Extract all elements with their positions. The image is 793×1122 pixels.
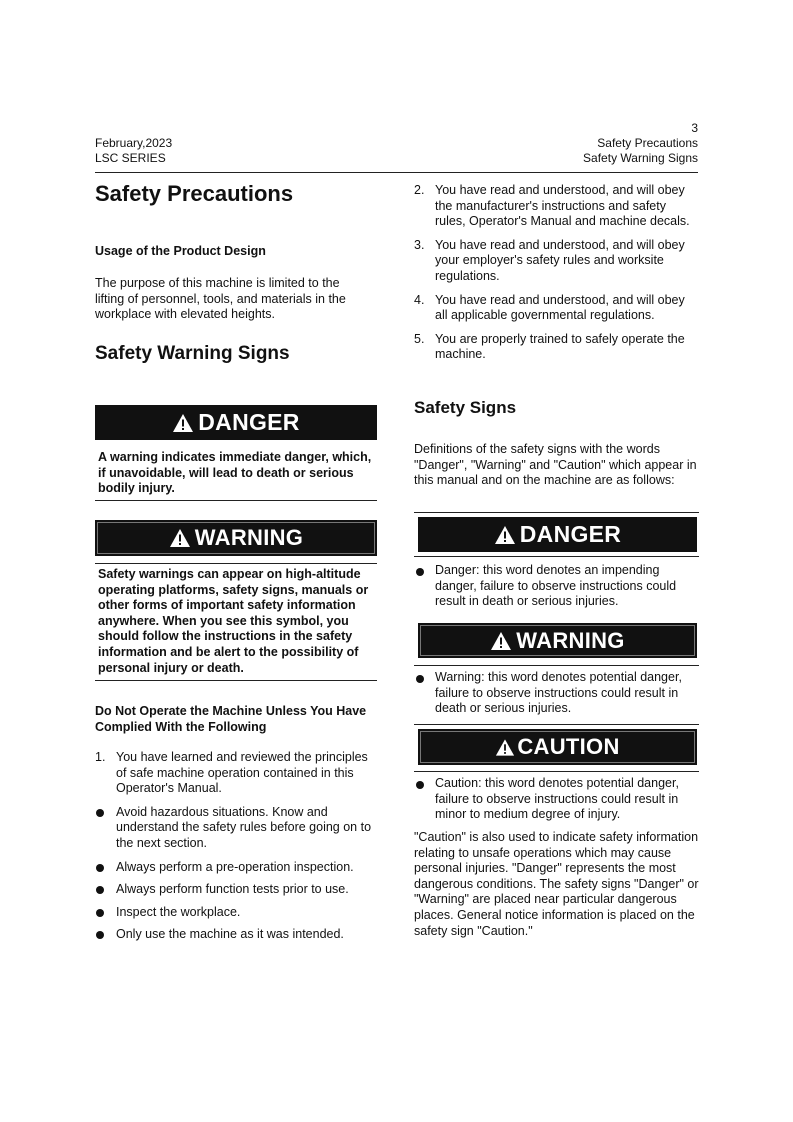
danger-definition-item bbox=[414, 563, 699, 610]
warning-triangle-icon bbox=[169, 528, 191, 548]
warning-sign bbox=[418, 623, 697, 658]
caution-definition-item bbox=[414, 776, 699, 823]
preconditions-list-continued bbox=[414, 183, 699, 371]
header-series: LSC SERIES bbox=[95, 151, 166, 165]
warning-triangle-icon bbox=[494, 525, 516, 545]
danger-top-divider bbox=[414, 512, 699, 513]
warning-signs-heading: Safety Warning Signs bbox=[95, 343, 290, 364]
caution-definition: Caution: this word denotes potential danger, failure to observe instructions could result in minor to medium degree of injury. bbox=[435, 776, 679, 822]
danger-sign bbox=[418, 517, 697, 552]
warning-definition-item bbox=[414, 670, 699, 717]
item-text: Only use the machine as it was intended. bbox=[116, 927, 344, 942]
definitions-text: Definitions of the safety signs with the words "Danger", "Warning" and "Caution" which appear in this manual and on the machine are as follows: bbox=[414, 442, 697, 488]
item-text: You have read and understood, and will obey your employer's safety rules and worksite regulations. bbox=[435, 237, 685, 283]
danger-sign-label: DANGER bbox=[198, 409, 300, 435]
item-text: Always perform a pre-operation inspection. bbox=[116, 859, 354, 874]
item-text: You are properly trained to safely operate the machine. bbox=[435, 331, 685, 362]
warning-sign bbox=[95, 520, 377, 556]
danger-bottom-divider bbox=[414, 556, 699, 557]
bullet-icon bbox=[96, 886, 104, 894]
item-text: You have read and understood, and will obey the manufacturer's instructions and safety rules, Operator's Manual and machine decals. bbox=[435, 183, 690, 229]
bullet-icon bbox=[416, 781, 424, 789]
usage-heading: Usage of the Product Design bbox=[95, 244, 266, 258]
item-number: 3. bbox=[414, 237, 425, 252]
warning-sign-label: WARNING bbox=[516, 627, 625, 653]
danger-definition: Danger: this word denotes an impending danger, failure to observe instructions could result in death or serious injuries. bbox=[435, 563, 677, 609]
list-item bbox=[414, 293, 699, 324]
warning-bottom-divider bbox=[414, 665, 699, 666]
preconditions-list bbox=[95, 750, 380, 951]
list-item bbox=[95, 860, 380, 876]
item-number: 5. bbox=[414, 331, 425, 346]
caution-bottom-divider bbox=[414, 771, 699, 772]
list-item bbox=[95, 750, 380, 797]
bullet-icon bbox=[416, 568, 424, 576]
caution-sign bbox=[418, 729, 697, 765]
bullet-icon bbox=[96, 864, 104, 872]
safety-signs-heading: Safety Signs bbox=[414, 398, 517, 417]
page-number: 3 bbox=[691, 121, 698, 135]
header-subsection: Safety Warning Signs bbox=[583, 151, 698, 165]
list-item bbox=[414, 183, 699, 230]
danger-description: A warning indicates immediate danger, which, if unavoidable, will lead to death or serious bodily injury. bbox=[98, 450, 372, 496]
header-divider bbox=[95, 172, 698, 173]
warning-divider bbox=[95, 680, 377, 681]
do-not-operate-heading: Do Not Operate the Machine Unless You Have Complied With the Following bbox=[95, 704, 367, 734]
list-item bbox=[95, 805, 380, 852]
item-number: 4. bbox=[414, 292, 425, 307]
warning-triangle-icon bbox=[490, 631, 512, 651]
item-text: You have read and understood, and will obey all applicable governmental regulations. bbox=[435, 292, 685, 323]
danger-sign bbox=[95, 405, 377, 440]
bullet-icon bbox=[96, 931, 104, 939]
danger-divider bbox=[95, 500, 377, 501]
item-text: Avoid hazardous situations. Know and understand the safety rules before going on to the next section. bbox=[116, 804, 372, 850]
list-item bbox=[414, 238, 699, 285]
item-number: 1. bbox=[95, 750, 106, 764]
list-item bbox=[95, 882, 380, 898]
item-text: Inspect the workplace. bbox=[116, 904, 241, 919]
warning-top-divider bbox=[95, 563, 377, 564]
list-item bbox=[95, 927, 380, 943]
warning-triangle-icon bbox=[172, 413, 194, 433]
warning-description: Safety warnings can appear on high-altitude operating platforms, safety signs, manuals or other forms of important safety information anywhere. When you see this symbol, you should follow the instructions in the safety information and be alert to the possibility of personal injury or death. bbox=[98, 567, 369, 675]
caution-top-divider bbox=[414, 724, 699, 725]
item-number: 2. bbox=[414, 183, 425, 197]
header-date: February,2023 bbox=[95, 136, 173, 150]
caution-sign-label: CAUTION bbox=[517, 734, 620, 759]
item-text: You have learned and reviewed the principles of safe machine operation contained in this Operator's Manual. bbox=[116, 750, 368, 796]
list-item bbox=[95, 905, 380, 921]
bullet-icon bbox=[416, 675, 424, 683]
item-text: Always perform function tests prior to use. bbox=[116, 882, 349, 897]
list-item bbox=[414, 332, 699, 363]
warning-definition: Warning: this word denotes potential danger, failure to observe instructions could result in death or serious injuries. bbox=[435, 670, 682, 716]
page-title: Safety Precautions bbox=[95, 181, 294, 206]
warning-triangle-icon bbox=[495, 738, 515, 757]
usage-text: The purpose of this machine is limited to the lifting of personnel, tools, and materials in the workplace with elevated heights. bbox=[95, 276, 346, 322]
bullet-icon bbox=[96, 809, 104, 817]
closing-text: "Caution" is also used to indicate safety information relating to unsafe operations which may cause personal injuries. "Danger" represents the most dangerous conditions. The safety signs "Danger" or "Warning" are placed near particular dangerous places. General notice information is placed on the safety sign "Caution." bbox=[414, 830, 699, 938]
bullet-icon bbox=[96, 909, 104, 917]
danger-sign-label: DANGER bbox=[519, 521, 622, 547]
warning-sign-label: WARNING bbox=[194, 525, 304, 550]
header-section: Safety Precautions bbox=[597, 136, 698, 150]
